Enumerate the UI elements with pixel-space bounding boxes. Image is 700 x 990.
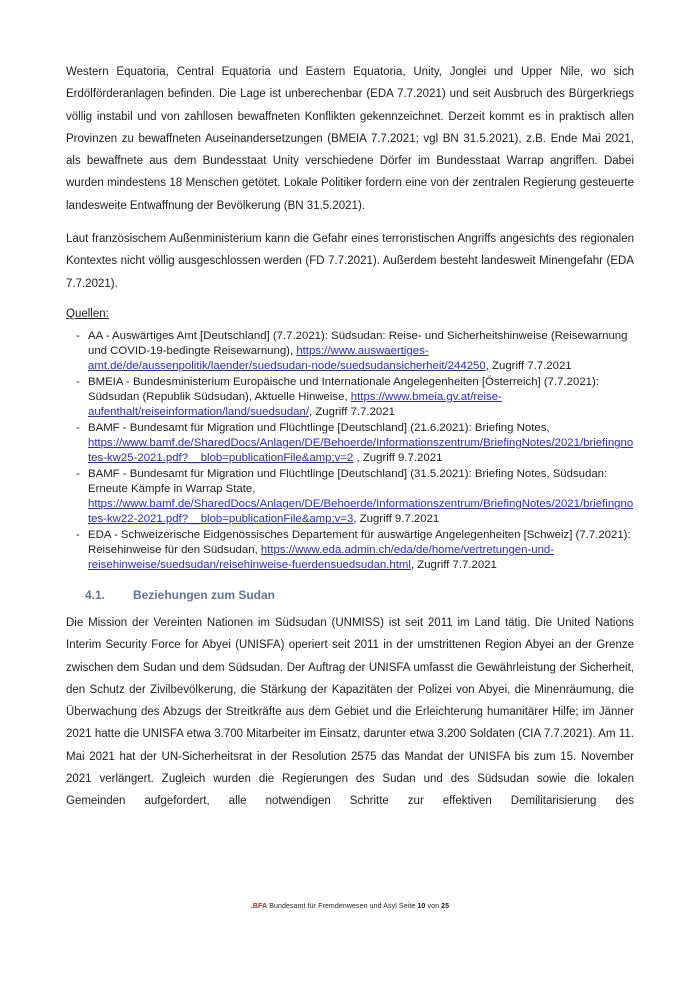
source-item-bmeia	[66, 375, 634, 420]
paragraph-security-situation: Western Equatoria, Central Equatoria und Eastern Equatoria, Unity, Jonglei und Upper Nile, wo sich Erdölförderanlagen befinden. Die Lage ist unberechenbar (EDA 7.7.2021) und seit Ausbruch des Bürgerkriegs völlig instabil und von zahllosen bewaffneten Konflikten gekennzeichnet. Derzeit kommt es in praktisch allen Provinzen zu bewaffneten Auseinandersetzungen (BMEIA 7.7.2021; vgl BN 31.5.2021), z.B. Ende Mai 2021, als bewaffnete aus dem Bundesstaat Unity verschiedene Dörfer im Bundesstaat Warrap angriffen. Dabei wurden mindestens 18 Menschen getötet. Lokale Politiker fordern eine von der zentralen Regierung gesteuerte landesweite Entwaffnung der Bevölkerung (BN 31.5.2021).	[66, 66, 634, 212]
section-heading	[66, 588, 634, 602]
bullet-dash: -	[76, 329, 80, 342]
bullet-dash: -	[76, 467, 80, 480]
source-item-eda	[66, 528, 634, 573]
footer-page-number: 10	[417, 903, 426, 910]
section-number: 4.1.	[85, 587, 106, 602]
source-link-eda[interactable]: https://www.eda.admin.ch/eda/de/home/vertretungen-und-reisehinweise/suedsudan/reisehinweise-fuerdensuedsudan.html	[88, 543, 555, 571]
source-link-bamf-kw22[interactable]: https://www.bamf.de/SharedDocs/Anlagen/DE/Behoerde/Informationszentrum/BriefingNotes/2021/briefingnotes-kw22-2021.pdf?__blob=publicationFile&amp;v=3	[88, 497, 634, 525]
source-item-aa	[66, 329, 634, 374]
source-text-after: , Zugriff 9.7.2021	[353, 451, 443, 464]
page-content	[66, 61, 634, 824]
source-text-before: AA - Auswärtiges Amt [Deutschland] (7.7.2021): Südsudan: Reise- und Sicherheitshinweise (Reisewarnung und COVID-19-bedingte Reisewarnung),	[88, 329, 628, 357]
source-text-after: , Zugriff 7.7.2021	[410, 558, 497, 571]
source-link-auswaertiges-amt[interactable]: https://www.auswaertiges-amt.de/de/aussenpolitik/laender/suedsudan-node/suedsudansicherheit/244250	[88, 344, 486, 372]
sources-list	[66, 329, 634, 573]
footer-brand-bfa: BFA	[252, 903, 268, 910]
source-text-after: , Zugriff 7.7.2021	[485, 359, 572, 372]
source-text-before: BAMF - Bundesamt für Migration und Flüchtlinge [Deutschland] (31.5.2021): Briefing Notes, Südsudan: Erneute Kämpfe in Warrap State,	[88, 467, 608, 495]
source-link-bmeia[interactable]: https://www.bmeia.gv.at/reise-aufenthalt/reiseinformation/land/suedsudan/	[88, 390, 502, 418]
footer-brand-dot: .	[250, 903, 253, 910]
footer-of-text: von	[425, 903, 442, 910]
sources-heading: Quellen:	[66, 307, 109, 320]
source-text-before: BMEIA - Bundesministerium Europäische und Internationale Angelegenheiten [Österreich] (7.7.2021): Südsudan (Republik Südsudan), Aktuelle Hinweise,	[88, 375, 599, 403]
paragraph-unmiss-unisfa: Die Mission der Vereinten Nationen im Südsudan (UNMISS) ist seit 2011 im Land tätig. Die United Nations Interim Security Force for Abyei (UNISFA) operiert seit 2011 in der umstrittenen Region Abyei an der Grenze zwischen dem Sudan und dem Südsudan. Der Auftrag der UNISFA umfasst die Gewährleistung der Sicherheit, den Schutz der Zivilbevölkerung, die Stärkung der Kapazitäten der Polizei von Abyei, die Minenräumung, die Überwachung des Abzugs der Streitkräfte aus dem Gebiet und die Erleichterung humanitärer Hilfe; im Jänner 2021 hatte die UNISFA etwa 3.700 Mitarbeiter im Einsatz, darunter etwa 3.200 Soldaten (CIA 7.7.2021). Am 11. Mai 2021 hat der UN-Sicherheitsrat in der Resolution 2575 das Mandat der UNISFA bis zum 15. November 2021 verlängert. Zugleich wurden die Regierungen des Sudan und des Südsudan sowie die lokalen Gemeinden aufgefordert, alle notwendigen Schritte zur effektiven Demilitarisierung des	[66, 616, 634, 808]
source-link-bamf-kw25[interactable]: https://www.bamf.de/SharedDocs/Anlagen/DE/Behoerde/Informationszentrum/BriefingNotes/2021/briefingnotes-kw25-2021.pdf?__blob=publicationFile&amp;v=2	[88, 436, 634, 464]
source-text-before: EDA - Schweizerische Eidgenössisches Departement für auswärtige Angelegenheiten [Schweiz] (7.7.2021): Reisehinweise für den Südsudan,	[88, 528, 631, 556]
bullet-dash: -	[76, 375, 80, 388]
footer-total-pages: 25	[441, 903, 450, 910]
section-title: Beziehungen zum Sudan	[133, 587, 276, 602]
bullet-dash: -	[76, 421, 80, 434]
bullet-dash: -	[76, 528, 80, 541]
source-text-after: , Zugriff 7.7.2021	[309, 405, 395, 418]
source-text-before: BAMF - Bundesamt für Migration und Flüchtlinge [Deutschland] (21.6.2021): Briefing Notes,	[88, 421, 550, 434]
source-item-bamf-kw25	[66, 421, 634, 466]
page-footer	[0, 903, 700, 910]
paragraph-terror-risk: Laut französischem Außenministerium kann die Gefahr eines terroristischen Angriffs angesichts des regionalen Kontextes nicht völlig ausgeschlossen werden (FD 7.7.2021). Außerdem besteht landesweit Minengefahr (EDA 7.7.2021).	[66, 233, 634, 290]
source-item-bamf-kw22	[66, 467, 634, 527]
source-text-after: , Zugriff 9.7.2021	[353, 512, 440, 525]
footer-org-text: Bundesamt für Fremdenwesen und Asyl Seite	[267, 903, 418, 910]
